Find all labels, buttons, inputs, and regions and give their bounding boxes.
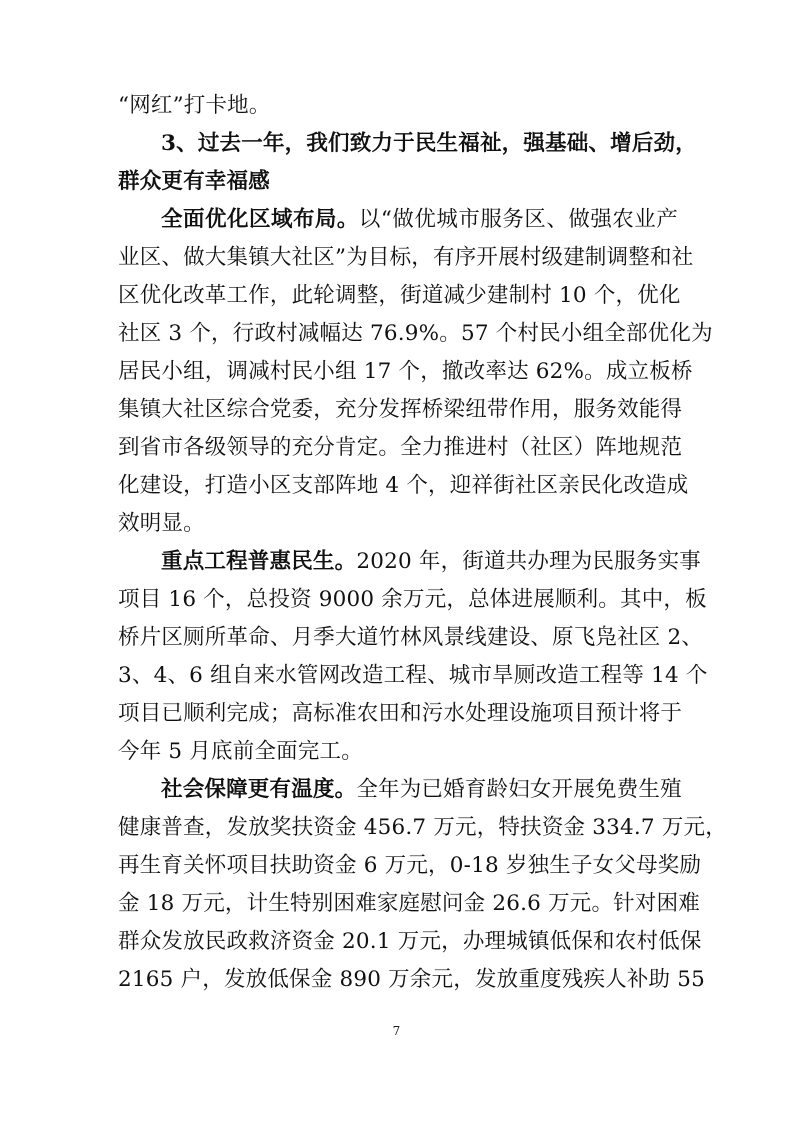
section-heading-line-1: 3、过去一年，我们致力于民生福祉，强基础、增后劲， [161, 131, 697, 156]
paragraph-lead: 社会保障更有温度。 [161, 777, 357, 802]
paragraph-1-line-2: 业区、做大集镇大社区”为目标，有序开展村级建制调整和社 [118, 245, 694, 270]
paragraph-lead: 重点工程普惠民生。 [161, 549, 357, 574]
paragraph-3-line-4: 金 18 万元，计生特别困难家庭慰问金 26.6 万元。针对困难 [118, 891, 700, 916]
paragraph-1-line-1: 全面优化区域布局。以“做优城市服务区、做强农业产 [161, 207, 678, 232]
paragraph-1-line-5: 居民小组，调减村民小组 17 个，撤改率达 62%。成立板桥 [118, 359, 693, 384]
paragraph-2-line-5: 项目已顺利完成；高标准农田和污水处理设施项目预计将于 [118, 701, 683, 726]
paragraph-1-line-9: 效明显。 [118, 511, 205, 536]
paragraph-1-line-3: 区优化改革工作，此轮调整，街道减少建制村 10 个，优化 [118, 283, 681, 308]
paragraph-2-line-2: 项目 16 个，总投资 9000 余万元，总体进展顺利。其中，板 [118, 587, 707, 612]
paragraph-2-line-1: 重点工程普惠民生。2020 年，街道共办理为民服务实事 [161, 549, 701, 574]
section-heading-line-2: 群众更有幸福感 [118, 169, 270, 194]
paragraph-2-line-6: 今年 5 月底前全面完工。 [118, 739, 363, 764]
paragraph-3-line-2: 健康普查，发放奖扶资金 456.7 万元，特扶资金 334.7 万元， [118, 815, 727, 840]
paragraph-1-line-7: 到省市各级领导的充分肯定。全力推进村（社区）阵地规范 [118, 435, 683, 460]
paragraph-1-line-8: 化建设，打造小区支部阵地 4 个，迎祥街社区亲民化改造成 [118, 473, 689, 498]
paragraph-3-line-3: 再生育关怀项目扶助资金 6 万元，0-18 岁独生子女父母奖励 [118, 853, 702, 878]
paragraph-3-line-5: 群众发放民政救济资金 20.1 万元，办理城镇低保和农村低保 [118, 929, 702, 954]
document-body [118, 88, 727, 1000]
paragraph-3-line-6: 2165 户，发放低保金 890 万余元，发放重度残疾人补助 55 [118, 967, 706, 992]
paragraph-3-line-1: 社会保障更有温度。全年为已婚育龄妇女开展免费生殖 [161, 777, 682, 802]
page-number: 7 [392, 1024, 401, 1038]
paragraph-lead: 全面优化区域布局。 [161, 207, 359, 232]
paragraph-2-line-3: 桥片区厕所革命、月季大道竹林风景线建设、原飞凫社区 2、 [118, 625, 704, 650]
paragraph-1-line-6: 集镇大社区综合党委，充分发挥桥梁纽带作用，服务效能得 [118, 397, 683, 422]
paragraph-2-line-4: 3、4、6 组自来水管网改造工程、城市旱厕改造工程等 14 个 [118, 663, 708, 688]
text-line-1: “网红”打卡地。 [118, 93, 271, 118]
paragraph-1-line-4: 社区 3 个，行政村减幅达 76.9%。57 个村民小组全部优化为 [118, 321, 713, 346]
